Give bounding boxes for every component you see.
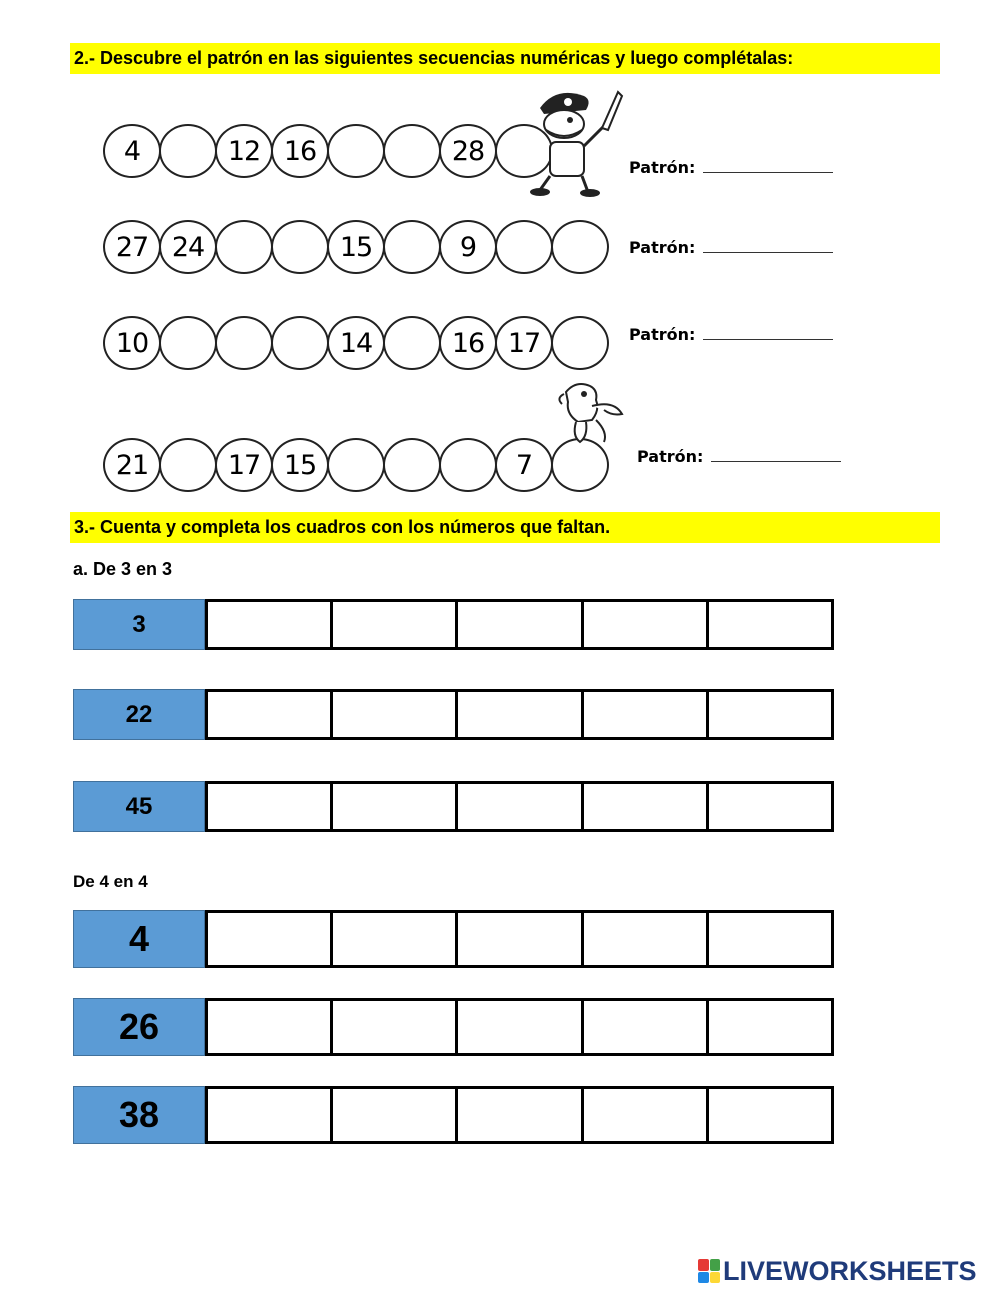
- sequence-blank-circle[interactable]: [383, 220, 441, 274]
- answer-box[interactable]: [584, 689, 709, 740]
- sequence-blank-circle[interactable]: [551, 316, 609, 370]
- patron-label: Patrón:: [629, 158, 696, 177]
- group-b-label: De 4 en 4: [73, 872, 148, 891]
- logo-square-2: [710, 1259, 721, 1271]
- number-box-row: [73, 998, 834, 1056]
- sequence-blank-circle[interactable]: [383, 316, 441, 370]
- answer-box[interactable]: [458, 689, 583, 740]
- sequence-blank-circle[interactable]: [271, 316, 329, 370]
- answer-box[interactable]: [584, 599, 709, 650]
- answer-box[interactable]: [333, 781, 458, 832]
- start-number-box: 38: [73, 1086, 205, 1144]
- answer-box[interactable]: [709, 689, 834, 740]
- answer-box[interactable]: [584, 998, 709, 1056]
- sequence-blank-circle[interactable]: [551, 220, 609, 274]
- answer-box[interactable]: [205, 1086, 333, 1144]
- sequence-number-circle: 10: [103, 316, 161, 370]
- answer-box[interactable]: [333, 998, 458, 1056]
- patron-answer-line[interactable]: [703, 158, 833, 173]
- sequence-number-circle: 16: [271, 124, 329, 178]
- patron-answer-line[interactable]: [703, 325, 833, 340]
- answer-box[interactable]: [205, 910, 333, 968]
- sequence-number-circle: 24: [159, 220, 217, 274]
- patron-field-3: [629, 325, 833, 344]
- answer-box[interactable]: [709, 910, 834, 968]
- liveworksheets-logo: [698, 1256, 977, 1286]
- sequence-number-circle: 16: [439, 316, 497, 370]
- sequence-blank-circle[interactable]: [327, 438, 385, 492]
- sequence-number-circle: 27: [103, 220, 161, 274]
- number-box-row: [73, 910, 834, 968]
- start-number-box: 26: [73, 998, 205, 1056]
- sequence-blank-circle[interactable]: [159, 438, 217, 492]
- sequence-row-2: [103, 220, 611, 274]
- answer-box[interactable]: [709, 1086, 834, 1144]
- number-box-row: [73, 689, 834, 740]
- sequence-row-1: [103, 124, 555, 178]
- sequence-number-circle: 7: [495, 438, 553, 492]
- sequence-blank-circle[interactable]: [495, 220, 553, 274]
- sequence-blank-circle[interactable]: [215, 316, 273, 370]
- sequence-number-circle: 14: [327, 316, 385, 370]
- sequence-number-circle: 17: [215, 438, 273, 492]
- answer-box[interactable]: [709, 781, 834, 832]
- answer-box[interactable]: [458, 599, 583, 650]
- answer-box[interactable]: [584, 1086, 709, 1144]
- sequence-blank-circle[interactable]: [159, 124, 217, 178]
- start-number-box: 22: [73, 689, 205, 740]
- answer-box[interactable]: [458, 910, 583, 968]
- sequence-number-circle: 9: [439, 220, 497, 274]
- sequence-blank-circle[interactable]: [327, 124, 385, 178]
- answer-box[interactable]: [458, 1086, 583, 1144]
- section3-heading: 3.- Cuenta y completa los cuadros con los números que faltan.: [70, 512, 940, 543]
- sequence-blank-circle[interactable]: [271, 220, 329, 274]
- logo-square-1: [698, 1259, 709, 1271]
- sequence-blank-circle[interactable]: [159, 316, 217, 370]
- patron-label: Patrón:: [637, 447, 704, 466]
- answer-box[interactable]: [584, 781, 709, 832]
- sequence-blank-circle[interactable]: [383, 124, 441, 178]
- pirate-boy-icon: [526, 86, 630, 198]
- sequence-blank-circle[interactable]: [215, 220, 273, 274]
- sequence-number-circle: 15: [271, 438, 329, 492]
- answer-box[interactable]: [709, 998, 834, 1056]
- sequence-blank-circle[interactable]: [551, 438, 609, 492]
- sequence-blank-circle[interactable]: [439, 438, 497, 492]
- sequence-row-4: [103, 438, 611, 492]
- number-box-row: [73, 781, 834, 832]
- sequence-number-circle: 15: [327, 220, 385, 274]
- sequence-number-circle: 17: [495, 316, 553, 370]
- sequence-number-circle: 28: [439, 124, 497, 178]
- patron-field-4: [637, 447, 841, 466]
- start-number-box: 45: [73, 781, 205, 832]
- answer-box[interactable]: [333, 599, 458, 650]
- patron-field-1: [629, 158, 833, 177]
- sequence-number-circle: 12: [215, 124, 273, 178]
- logo-square-4: [710, 1272, 721, 1284]
- answer-box[interactable]: [333, 1086, 458, 1144]
- patron-label: Patrón:: [629, 325, 696, 344]
- number-box-row: [73, 599, 834, 650]
- answer-box[interactable]: [205, 781, 333, 832]
- start-number-box: 3: [73, 599, 205, 650]
- answer-box[interactable]: [205, 599, 333, 650]
- group-a-label: a. De 3 en 3: [73, 559, 173, 579]
- answer-box[interactable]: [458, 998, 583, 1056]
- answer-box[interactable]: [709, 599, 834, 650]
- parrot-icon: [556, 380, 628, 446]
- answer-box[interactable]: [458, 781, 583, 832]
- sequence-number-circle: 4: [103, 124, 161, 178]
- answer-box[interactable]: [205, 998, 333, 1056]
- sequence-number-circle: 21: [103, 438, 161, 492]
- answer-box[interactable]: [333, 689, 458, 740]
- section2-heading: 2.- Descubre el patrón en las siguientes secuencias numéricas y luego complétalas:: [70, 43, 940, 74]
- sequence-blank-circle[interactable]: [383, 438, 441, 492]
- answer-box[interactable]: [205, 689, 333, 740]
- patron-field-2: [629, 238, 833, 257]
- start-number-box: 4: [73, 910, 205, 968]
- patron-label: Patrón:: [629, 238, 696, 257]
- answer-box[interactable]: [584, 910, 709, 968]
- answer-box[interactable]: [333, 910, 458, 968]
- number-box-row: [73, 1086, 834, 1144]
- sequence-row-3: [103, 316, 611, 370]
- logo-text: LIVEWORKSHEETS: [723, 1255, 977, 1286]
- logo-square-3: [698, 1272, 709, 1284]
- patron-answer-line[interactable]: [703, 238, 833, 253]
- logo-mark-icon: [698, 1259, 720, 1283]
- patron-answer-line[interactable]: [711, 447, 841, 462]
